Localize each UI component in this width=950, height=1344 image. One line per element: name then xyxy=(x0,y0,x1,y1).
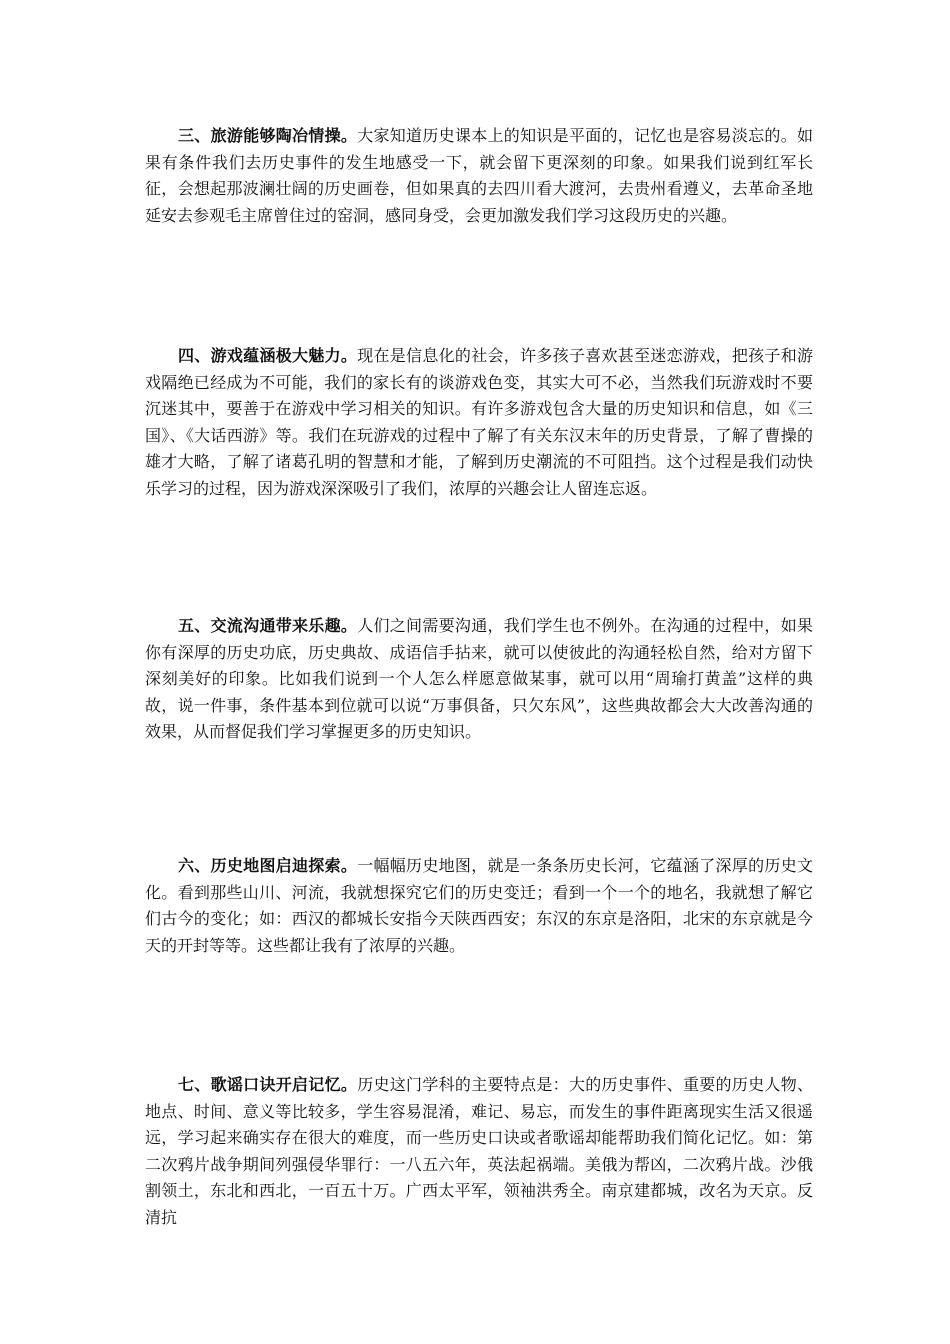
paragraph-travel xyxy=(145,123,813,229)
paragraph-heading: 七、歌谣口诀开启记忆。 xyxy=(178,1075,358,1094)
paragraph-heading: 六、历史地图启迪探索。 xyxy=(178,856,358,875)
paragraph-body: 历史这门学科的主要特点是：大的历史事件、重要的历史人物、地点、时间、意义等比较多，学生容易混淆，难记、易忘，而发生的事件距离现实生活又很遥远，学习起来确实存在很大的难度，而一些历史口诀或者歌谣却能帮助我们简化记忆。如：第二次鸦片战争期间列强侵华罪行：一八五六年，英法起祸端。美俄为帮凶，二次鸦片战。沙俄割领土，东北和西北，一百五十万。广西太平军，领袖洪秀全。南京建都城，改名为天京。反清抗 xyxy=(145,1075,813,1227)
paragraph-body: 一幅幅历史地图，就是一条条历史长河，它蕴涵了深厚的历史文化。看到那些山川、河流，我就想探究它们的历史变迁；看到一个一个的地名，我就想了解它们古今的变化；如：西汉的都城长安指今天陕西西安；东汉的东京是洛阳，北宋的东京就是今天的开封等等。这些都让我有了浓厚的兴趣。 xyxy=(145,856,813,955)
paragraph-games xyxy=(145,343,813,502)
paragraph-communication xyxy=(145,613,813,746)
paragraph-heading: 五、交流沟通带来乐趣。 xyxy=(178,616,358,635)
paragraph-body: 大家知道历史课本上的知识是平面的，记忆也是容易淡忘的。如果有条件我们去历史事件的发生地感受一下，就会留下更深刻的印象。如果我们说到红军长征，会想起那波澜壮阔的历史画卷，但如果真的去四川看大渡河，去贵州看遵义，去革命圣地延安去参观毛主席曾住过的窑洞，感同身受，会更加激发我们学习这段历史的兴趣。 xyxy=(145,126,813,225)
paragraph-body: 人们之间需要沟通，我们学生也不例外。在沟通的过程中，如果你有深厚的历史功底，历史典故、成语信手拈来，就可以使彼此的沟通轻松自然，给对方留下深刻美好的印象。比如我们说到一个人怎么样愿意做某事，就可以用“周瑜打黄盖”这样的典故，说一件事，条件基本到位就可以说“万事俱备，只欠东风”，这些典故都会大大改善沟通的效果，从而督促我们学习掌握更多的历史知识。 xyxy=(145,616,813,741)
paragraph-heading: 三、旅游能够陶冶情操。 xyxy=(178,126,358,145)
paragraph-heading: 四、游戏蕴涵极大魅力。 xyxy=(178,346,358,365)
paragraph-body: 现在是信息化的社会，许多孩子喜欢甚至迷恋游戏，把孩子和游戏隔绝已经成为不可能，我们的家长有的谈游戏色变，其实大可不必，当然我们玩游戏时不要沉迷其中，要善于在游戏中学习相关的知识。有许多游戏包含大量的历史知识和信息，如《三国》、《大话西游》等。我们在玩游戏的过程中了解了有关东汉末年的历史背景，了解了曹操的雄才大略，了解了诸葛孔明的智慧和才能，了解到历史潮流的不可阻挡。这个过程是我们动快乐学习的过程，因为游戏深深吸引了我们，浓厚的兴趣会让人留连忘返。 xyxy=(145,346,813,498)
paragraph-history-maps xyxy=(145,853,813,959)
paragraph-rhymes xyxy=(145,1072,813,1231)
